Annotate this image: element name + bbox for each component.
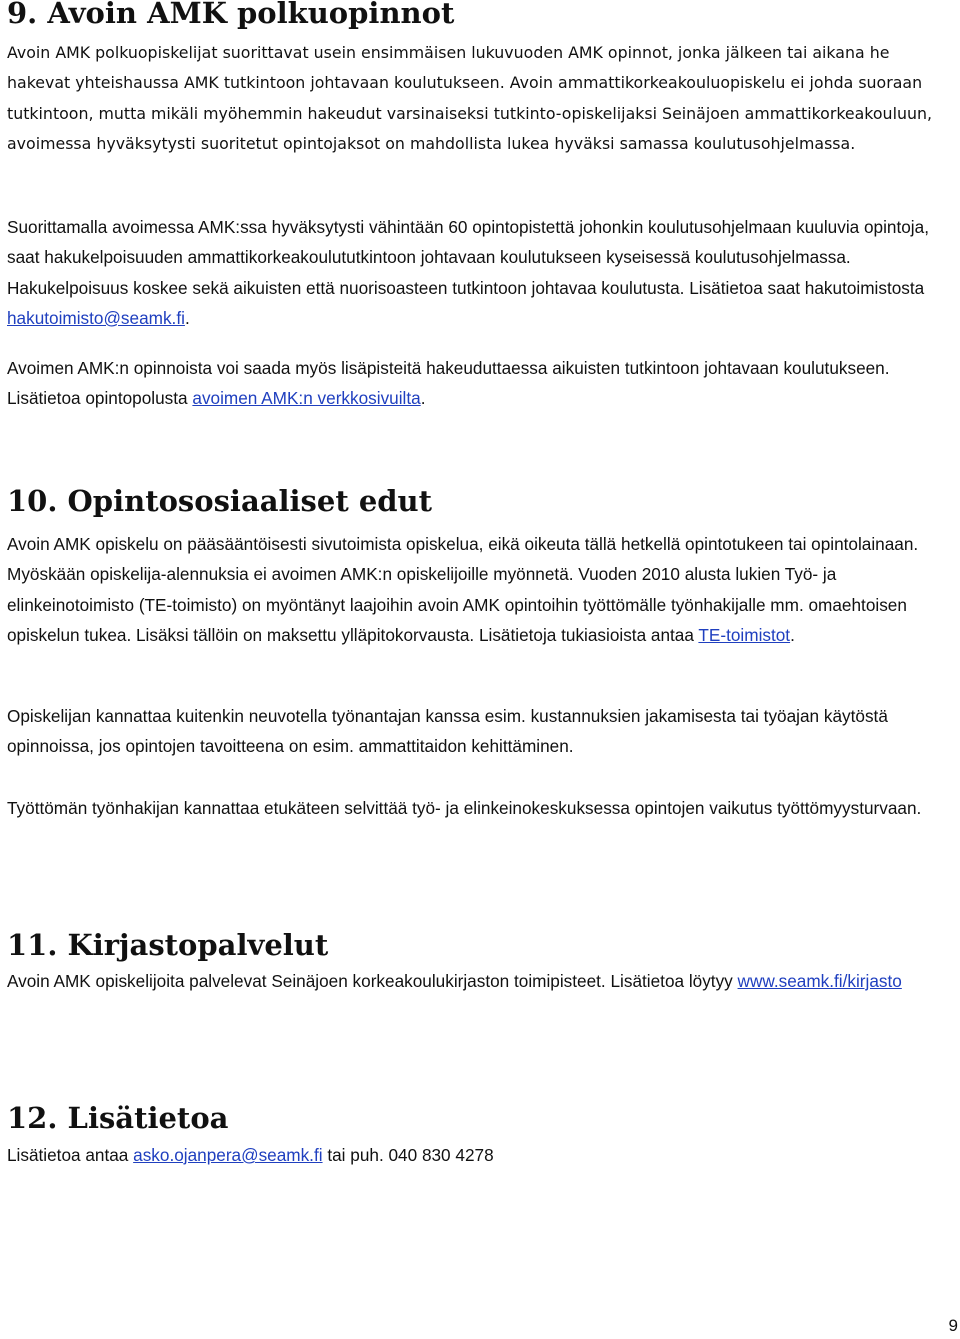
section-heading-11: 11. Kirjastopalvelut bbox=[7, 928, 329, 962]
section-12-paragraph-1 bbox=[7, 1140, 953, 1170]
section-10-paragraph-1-text: Avoin AMK opiskelu on pääsääntöisesti sivutoimista opiskelua, eikä oikeuta tällä hetkellä opintotukeen tai opintolainaan. Myöskään opiskelija-alennuksia ei avoimen AMK:n opiskelijoille myönnetä. Vuoden 2010 alusta lukien Työ- ja elinkeinotoimisto (TE-toimisto) on myöntänyt laajoihin avoin AMK opintoihin työttömälle työnhakijalle mm. omaehtoisen opiskelun tukea. Lisäksi tällöin on maksettu ylläpitokorvausta. Lisätietoja tukiasioista antaa bbox=[7, 534, 919, 645]
section-heading-12: 12. Lisätietoa bbox=[7, 1101, 229, 1135]
section-heading-9: 9. Avoin AMK polkuopinnot bbox=[7, 0, 455, 30]
hakutoimisto-email-link[interactable]: hakutoimisto@seamk.fi bbox=[7, 307, 185, 328]
section-11-paragraph-1-text: Avoin AMK opiskelijoita palvelevat Seinäjoen korkeakoulukirjaston toimipisteet. Lisätietoa löytyy bbox=[7, 971, 738, 991]
kirjasto-website-link[interactable]: www.seamk.fi/kirjasto bbox=[737, 971, 902, 991]
section-11-paragraph-1 bbox=[7, 966, 953, 996]
section-10-paragraph-1-end: . bbox=[790, 624, 795, 645]
page-number: 9 bbox=[948, 1316, 958, 1335]
section-9-paragraph-2-end: . bbox=[184, 307, 190, 328]
section-9-paragraph-2 bbox=[7, 212, 953, 333]
section-9-paragraph-3-end: . bbox=[420, 388, 426, 409]
section-10-paragraph-1 bbox=[7, 529, 953, 650]
contact-email-link[interactable]: asko.ojanpera@seamk.fi bbox=[133, 1145, 323, 1165]
section-9-paragraph-3 bbox=[7, 353, 953, 414]
section-9-paragraph-2-text: Suorittamalla avoimessa AMK:ssa hyväksytysti vähintään 60 opintopistettä johonkin koulutusohjelmaan kuuluvia opintoja, saat hakukelpoisuuden ammattikorkeakoulututkintoon johtavaan koulutukseen kyseisessä koulutusohjelmassa. Hakukelpoisuus koskee sekä aikuisten että nuorisoasteen tutkintoon johtavaa koulutusta. Lisätietoa saat hakutoimistosta bbox=[7, 217, 929, 298]
section-10-paragraph-3: Työttömän työnhakijan kannattaa etukäteen selvittää työ- ja elinkeinokeskuksessa opintojen vaikutus työttömyysturvaan. bbox=[7, 798, 922, 818]
section-10-paragraph-2: Opiskelijan kannattaa kuitenkin neuvotella työnantajan kanssa esim. kustannuksien jakamisesta tai työajan käytöstä opinnoissa, jos opintojen tavoitteena on esim. ammattitaidon kehittäminen. bbox=[7, 706, 888, 757]
avoin-amk-website-link[interactable]: avoimen AMK:n verkkosivuilta bbox=[192, 388, 421, 409]
section-12-paragraph-1-text: Lisätietoa antaa bbox=[7, 1145, 134, 1165]
section-heading-10: 10. Opintososiaaliset edut bbox=[7, 484, 433, 518]
section-12-paragraph-1-end: tai puh. 040 830 4278 bbox=[322, 1145, 494, 1165]
section-9-paragraph-1: Avoin AMK polkuopiskelijat suorittavat usein ensimmäisen lukuvuoden AMK opinnot, jonka jälkeen tai aikana he hakevat yhteishaussa AMK tutkintoon johtavaan koulutukseen. Avoin ammattikorkeakouluopiskelu ei johda suoraan tutkintoon, mutta mikäli myöhemmin hakeudut varsinaiseksi tutkinto-opiskelijaksi Seinäjoen ammattikorkeakouluun, avoimessa hyväksytysti suoritetut opintojaksot on mahdollista lukea hyväksi samassa koulutusohjelmassa. bbox=[7, 43, 933, 153]
te-toimistot-link[interactable]: TE-toimistot bbox=[698, 624, 791, 645]
section-9-paragraph-3-text: Avoimen AMK:n opinnoista voi saada myös lisäpisteitä hakeuduttaessa aikuisten tutkintoon johtavaan koulutukseen. Lisätietoa opintopolusta bbox=[7, 358, 890, 409]
